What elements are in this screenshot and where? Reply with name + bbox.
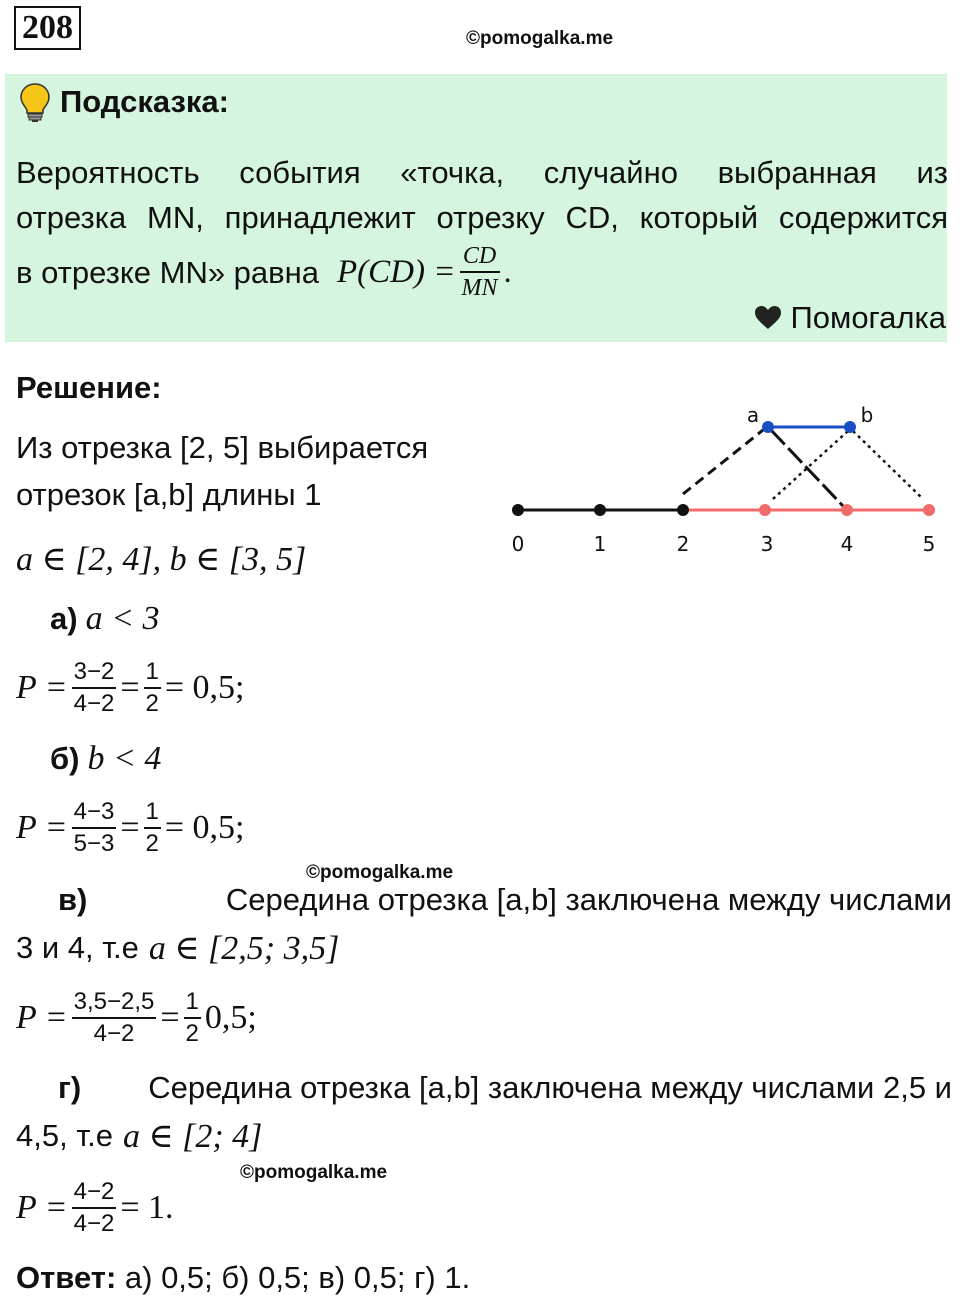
lightbulb-icon xyxy=(18,82,52,124)
part-v-eq: = xyxy=(160,999,180,1036)
task-number: 208 xyxy=(14,6,81,50)
label-b: b xyxy=(860,403,874,427)
tick-label-5: 5 xyxy=(922,532,936,556)
part-v-math: a ∈ [2,5; 3,5] xyxy=(148,930,340,967)
point-5 xyxy=(923,504,935,516)
domain-line: a ∈ [2, 4], b ∈ [3, 5] xyxy=(16,541,307,578)
part-b-num2: 1 xyxy=(144,800,161,829)
hint-line-2: отрезка MN, принадлежит отрезку CD, который содержится xyxy=(16,200,948,235)
hint-formula-left: P(CD) = xyxy=(337,253,456,290)
hint-line-3 xyxy=(16,244,948,300)
part-g-line-1 xyxy=(16,1070,952,1106)
solution-title: Решение: xyxy=(16,370,162,405)
part-a-den2: 2 xyxy=(145,690,159,717)
part-b-condition: b < 4 xyxy=(87,740,162,777)
tick-label-2: 2 xyxy=(676,532,690,556)
signature-text: Помогалка xyxy=(790,300,946,335)
part-v-num: 3,5−2,5 xyxy=(72,990,157,1019)
part-g-label: г) xyxy=(58,1070,82,1105)
part-a-equation xyxy=(16,660,245,716)
part-v-equation xyxy=(16,990,257,1046)
part-g-frac xyxy=(72,1180,117,1236)
part-a-num2: 1 xyxy=(144,660,161,689)
point-4 xyxy=(841,504,853,516)
part-v-frac2 xyxy=(184,990,201,1046)
part-v-label: в) xyxy=(58,882,88,917)
point-0 xyxy=(512,504,524,516)
part-b-heading xyxy=(50,740,161,778)
point-b xyxy=(844,421,856,433)
part-a-frac2 xyxy=(144,660,161,716)
part-g-equation xyxy=(16,1180,174,1236)
hint-frac-num: CD xyxy=(460,244,500,273)
dashed-line-a-4 xyxy=(771,430,843,506)
part-b-num: 4−3 xyxy=(72,800,117,829)
part-g-line-2 xyxy=(16,1116,262,1156)
part-g-text-1: Середина отрезка [a,b] заключена между числами 2,5 и xyxy=(148,1070,952,1105)
part-g-num: 4−2 xyxy=(72,1180,117,1209)
part-g-result: = 1. xyxy=(120,1189,174,1226)
part-v-p: P = xyxy=(16,999,68,1036)
tick-label-0: 0 xyxy=(511,532,525,556)
part-g-math: a ∈ [2; 4] xyxy=(122,1118,263,1155)
part-a-heading xyxy=(50,600,160,638)
point-a xyxy=(762,421,774,433)
point-1 xyxy=(594,504,606,516)
watermark-bottom: ©pomogalka.me xyxy=(240,1162,388,1183)
number-line-diagram xyxy=(495,395,950,565)
part-g-p: P = xyxy=(16,1189,68,1226)
part-a-eq: = xyxy=(120,669,140,706)
part-a-num: 3−2 xyxy=(72,660,117,689)
part-b-frac xyxy=(72,800,117,856)
part-v-line-1 xyxy=(16,882,952,918)
part-v-text-2: 3 и 4, т.е xyxy=(16,930,139,965)
label-a: a xyxy=(746,403,760,427)
part-a-result: = 0,5; xyxy=(164,669,245,706)
dotted-line-b-3 xyxy=(773,431,848,499)
point-2 xyxy=(677,504,689,516)
hint-title: Подсказка: xyxy=(60,84,229,119)
part-v-den: 4−2 xyxy=(93,1020,135,1047)
dashed-line-a-2 xyxy=(683,430,763,494)
part-b-den2: 2 xyxy=(145,830,159,857)
part-g-den: 4−2 xyxy=(73,1210,115,1237)
part-a-label: а) xyxy=(50,601,78,636)
part-b-eq: = xyxy=(120,809,140,846)
part-v-den2: 2 xyxy=(185,1020,199,1047)
part-b-result: = 0,5; xyxy=(164,809,245,846)
part-b-den: 5−3 xyxy=(73,830,115,857)
part-a-frac xyxy=(72,660,117,716)
intro-line-2: отрезок [a,b] длины 1 xyxy=(16,477,322,512)
part-v-line-2 xyxy=(16,928,339,968)
part-v-frac xyxy=(72,990,157,1046)
answer-label: Ответ: xyxy=(16,1260,117,1295)
part-v-result: 0,5; xyxy=(204,999,257,1036)
answer-text: а) 0,5; б) 0,5; в) 0,5; г) 1. xyxy=(116,1260,471,1295)
hint-period: . xyxy=(503,253,512,290)
part-a-den: 4−2 xyxy=(73,690,115,717)
part-b-label: б) xyxy=(50,741,80,776)
tick-label-3: 3 xyxy=(760,532,774,556)
part-b-frac2 xyxy=(144,800,161,856)
intro-line-1: Из отрезка [2, 5] выбирается xyxy=(16,430,429,465)
part-b-p: P = xyxy=(16,809,68,846)
tick-label-1: 1 xyxy=(593,532,607,556)
part-a-condition: a < 3 xyxy=(85,600,160,637)
watermark-middle: ©pomogalka.me xyxy=(306,862,454,883)
hint-line-3-text: в отрезке MN» равна xyxy=(16,254,319,290)
signature xyxy=(754,300,946,336)
part-b-equation xyxy=(16,800,245,856)
dotted-line-b-5 xyxy=(853,431,923,499)
hint-line-1: Вероятность события «точка, случайно выбранная из xyxy=(16,155,948,190)
part-a-p: P = xyxy=(16,669,68,706)
answer-line xyxy=(16,1260,470,1296)
hint-text xyxy=(16,150,948,300)
point-3 xyxy=(759,504,771,516)
part-v-num2: 1 xyxy=(184,990,201,1019)
hint-frac-den: MN xyxy=(461,275,498,301)
hint-fraction xyxy=(460,244,500,300)
part-v-text-1: Середина отрезка [a,b] заключена между числами xyxy=(225,882,952,917)
watermark-top: ©pomogalka.me xyxy=(466,28,614,49)
tick-label-4: 4 xyxy=(840,532,854,556)
part-g-text-2: 4,5, т.е xyxy=(16,1118,113,1153)
heart-icon xyxy=(754,305,782,331)
